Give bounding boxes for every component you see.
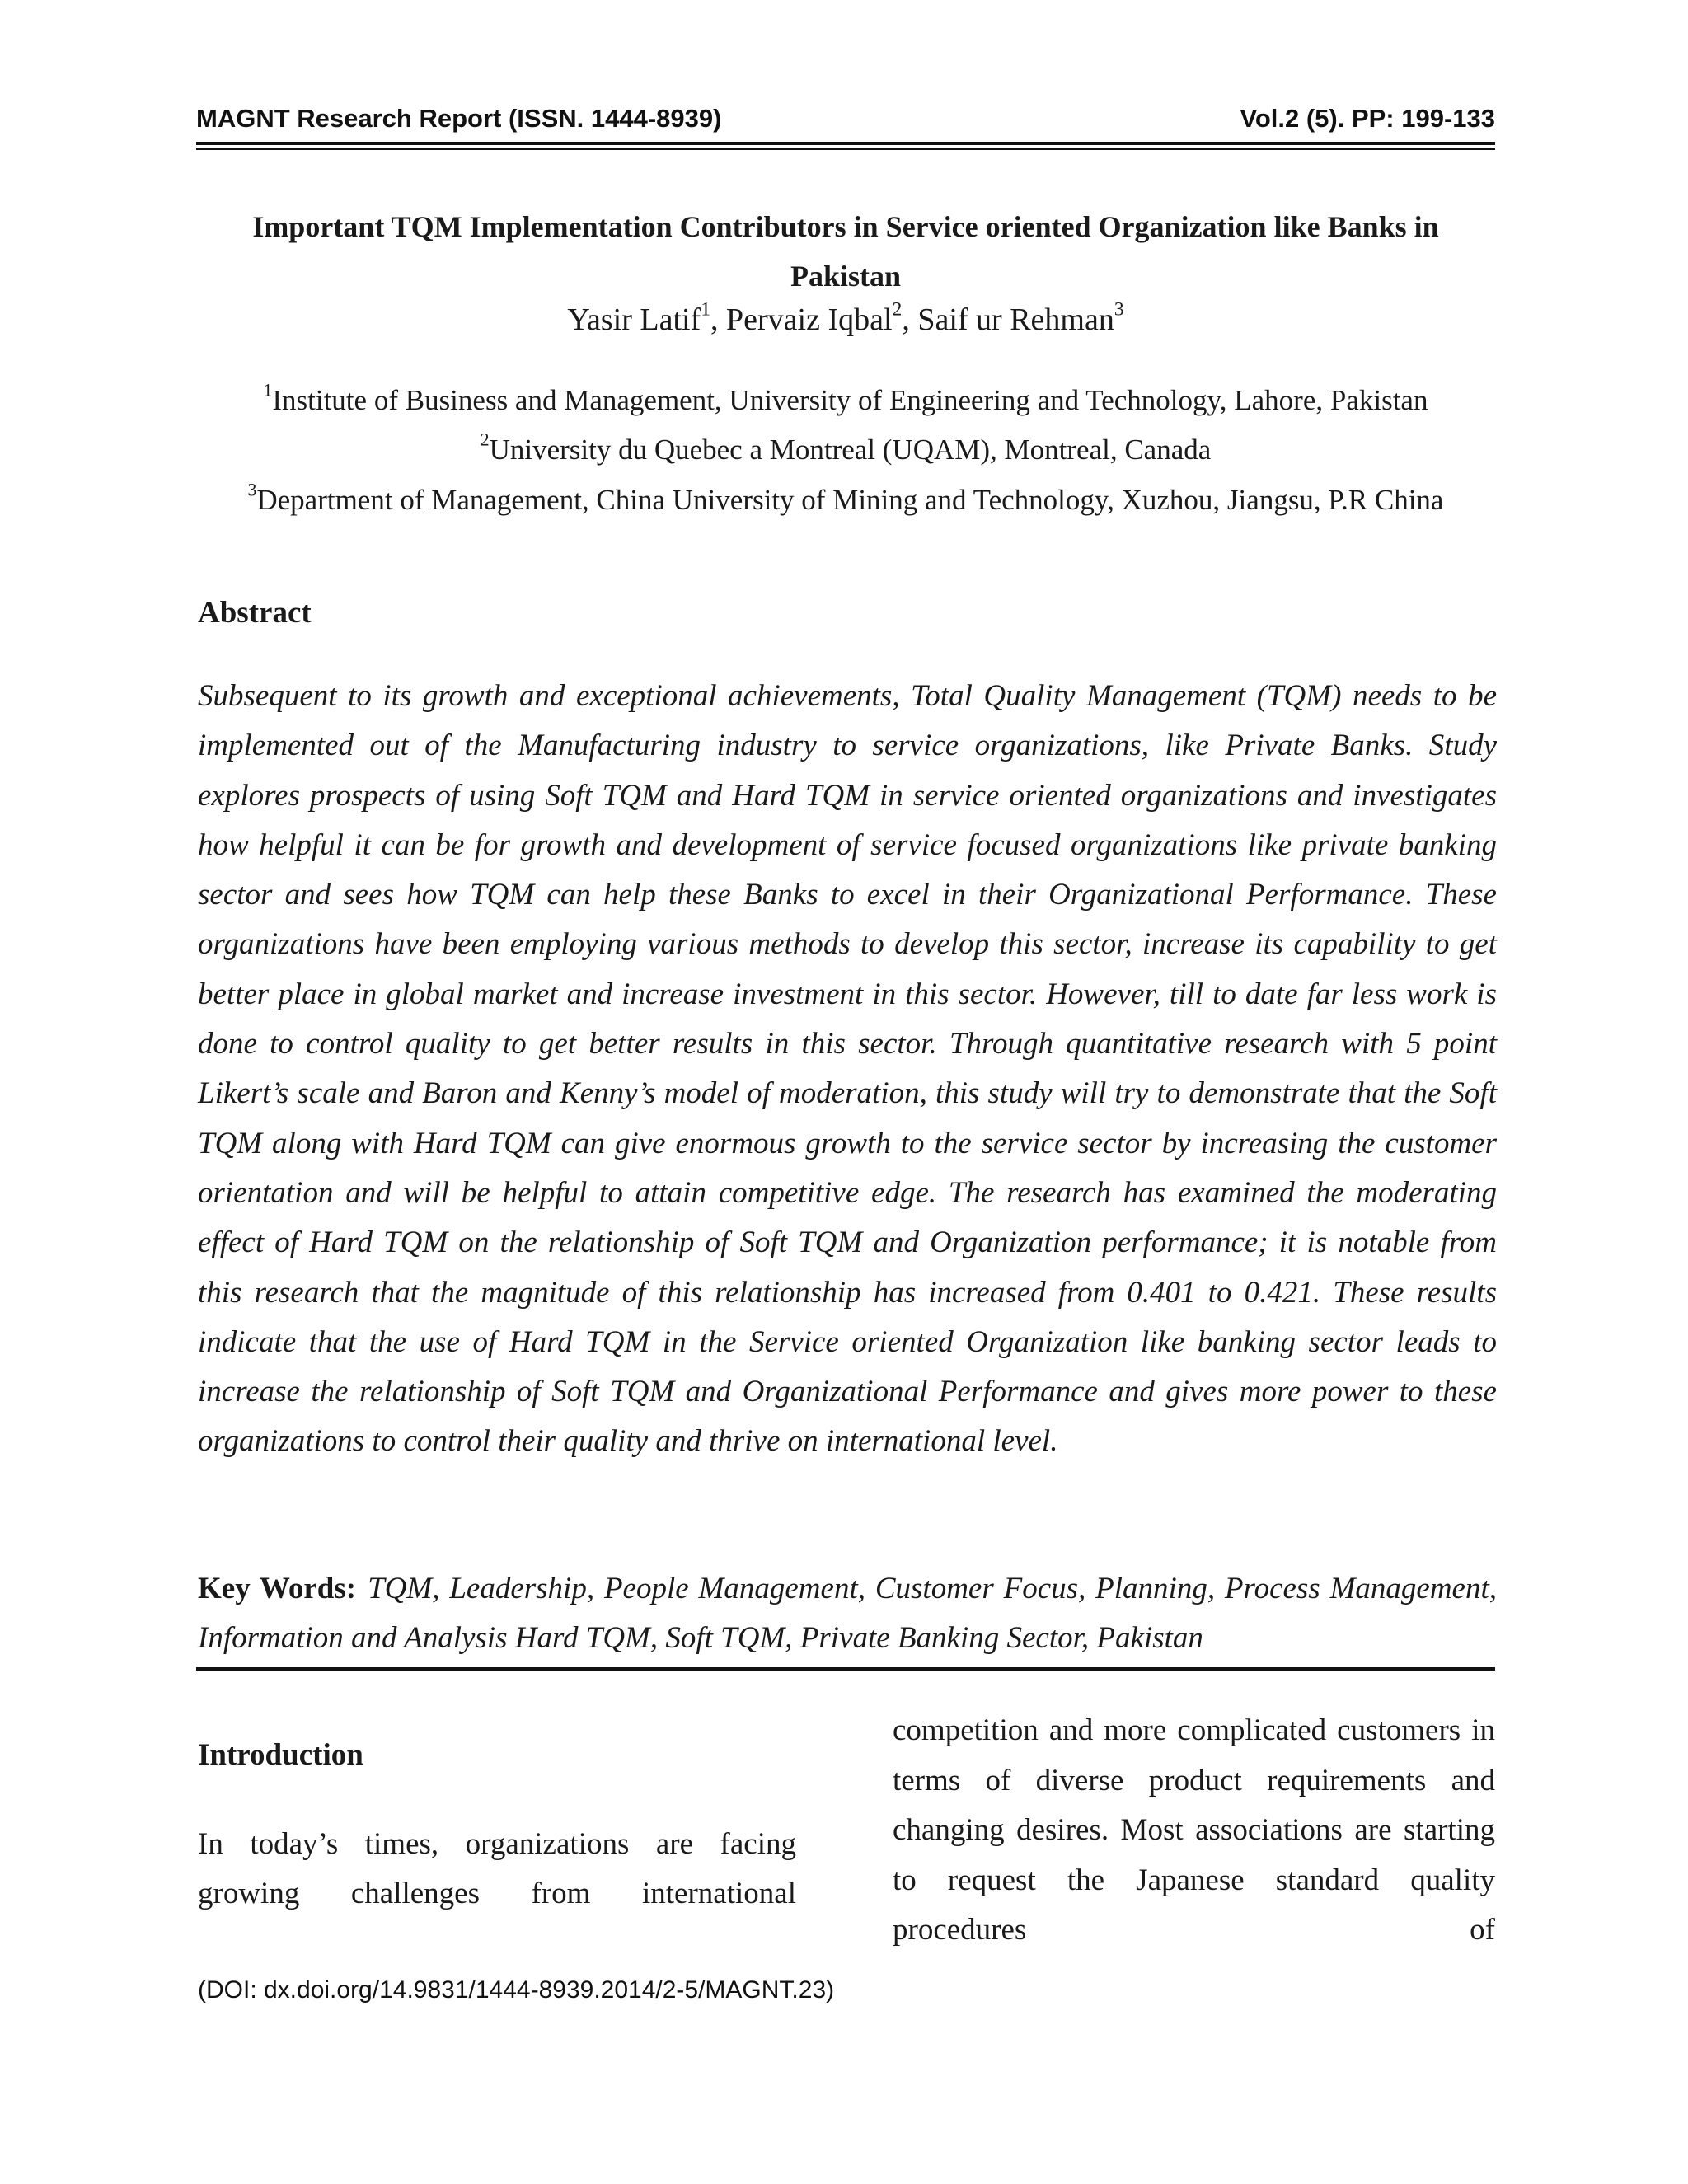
running-header bbox=[196, 99, 1495, 138]
affiliation bbox=[196, 430, 1495, 470]
keywords bbox=[198, 1564, 1497, 1663]
header-rule-thick bbox=[196, 142, 1495, 145]
introduction-right-column: competition and more complicated customers in terms of diverse product requirements and changing desires. Most associations are starting to request the Japanese standard quality procedures of bbox=[893, 1713, 1495, 1947]
keywords-label: Key Words: bbox=[198, 1572, 357, 1605]
author-name: Saif ur Rehman bbox=[917, 302, 1114, 337]
abstract-heading: Abstract bbox=[198, 596, 312, 630]
affiliation-text: Department of Management, China University of Mining and Technology, Xuzhou, Jiangsu, P.R China bbox=[256, 484, 1444, 516]
header-rule-thin bbox=[196, 148, 1495, 150]
affiliation bbox=[196, 381, 1495, 420]
abstract-body: Subsequent to its growth and exceptional achievements, Total Quality Management (TQM) needs to be implemented out of the Manufacturing industry to service organizations, like Private Banks. Study explores prospects of using Soft TQM and Hard TQM in service oriented organizations and investigates how helpful it can be for growth and development of service focused organizations like private banking sector and sees how TQM can help these Banks to excel in their Organizational Performance. These organizations have been employing various methods to develop this sector, increase its capability to get better place in global market and increase investment in this sector. However, till to date far less work is done to control quality to get better results in this sector. Through quantitative research with 5 point Likert’s scale and Baron and Kenny’s model of moderation, this study will try to demonstrate that the Soft TQM along with Hard TQM can give enormous growth to the service sector by increasing the customer orientation and will be helpful to attain competitive edge. The research has examined the moderating effect of Hard TQM on the relationship of Soft TQM and Organization performance; it is notable from this research that the magnitude of this relationship has increased from 0.401 to 0.421. These results indicate that the use of Hard TQM in the Service oriented Organization like banking sector leads to increase the relationship of Soft TQM and Organizational Performance and gives more power to these organizations to control their quality and thrive on international level. bbox=[198, 679, 1497, 1459]
doi-footer: (DOI: dx.doi.org/14.9831/1444-8939.2014/2-5/MAGNT.23) bbox=[198, 1976, 835, 2004]
affiliation-text: University du Quebec a Montreal (UQAM), Montreal, Canada bbox=[489, 434, 1212, 466]
affiliation-mark: 1 bbox=[263, 380, 273, 401]
author-name: Pervaiz Iqbal bbox=[726, 302, 893, 337]
keywords-text: TQM, Leadership, People Management, Customer Focus, Planning, Process Management, Information and Analysis Hard TQM, Soft TQM, Private Banking Sector, Pakistan bbox=[198, 1572, 1497, 1655]
section-divider bbox=[196, 1667, 1495, 1671]
affiliation bbox=[196, 480, 1495, 520]
author-affiliation-mark: 2 bbox=[892, 298, 903, 321]
paper-title: Important TQM Implementation Contributors in Service oriented Organization like Banks in Pakistan bbox=[252, 210, 1439, 293]
introduction-left-column: In today’s times, organizations are facing growing challenges from international bbox=[198, 1827, 796, 1910]
author-list: Yasir Latif$^1$, Pervaiz Iqbal$^2$, Saif ur Rehman$^3$ bbox=[567, 298, 1124, 337]
journal-name: MAGNT Research Report (ISSN. 1444-8939) bbox=[196, 104, 722, 133]
introduction-heading: Introduction bbox=[198, 1738, 363, 1772]
affiliation-mark: 2 bbox=[480, 429, 490, 450]
affiliation-mark: 3 bbox=[247, 480, 257, 500]
volume-pages: Vol.2 (5). PP: 199-133 bbox=[1240, 104, 1495, 133]
author-affiliation-mark: 1 bbox=[701, 298, 711, 321]
author-affiliation-mark: 3 bbox=[1114, 298, 1124, 321]
affiliation-text: Institute of Business and Management, University of Engineering and Technology, Lahore, Pakistan bbox=[272, 384, 1428, 416]
author-name: Yasir Latif bbox=[567, 302, 701, 337]
